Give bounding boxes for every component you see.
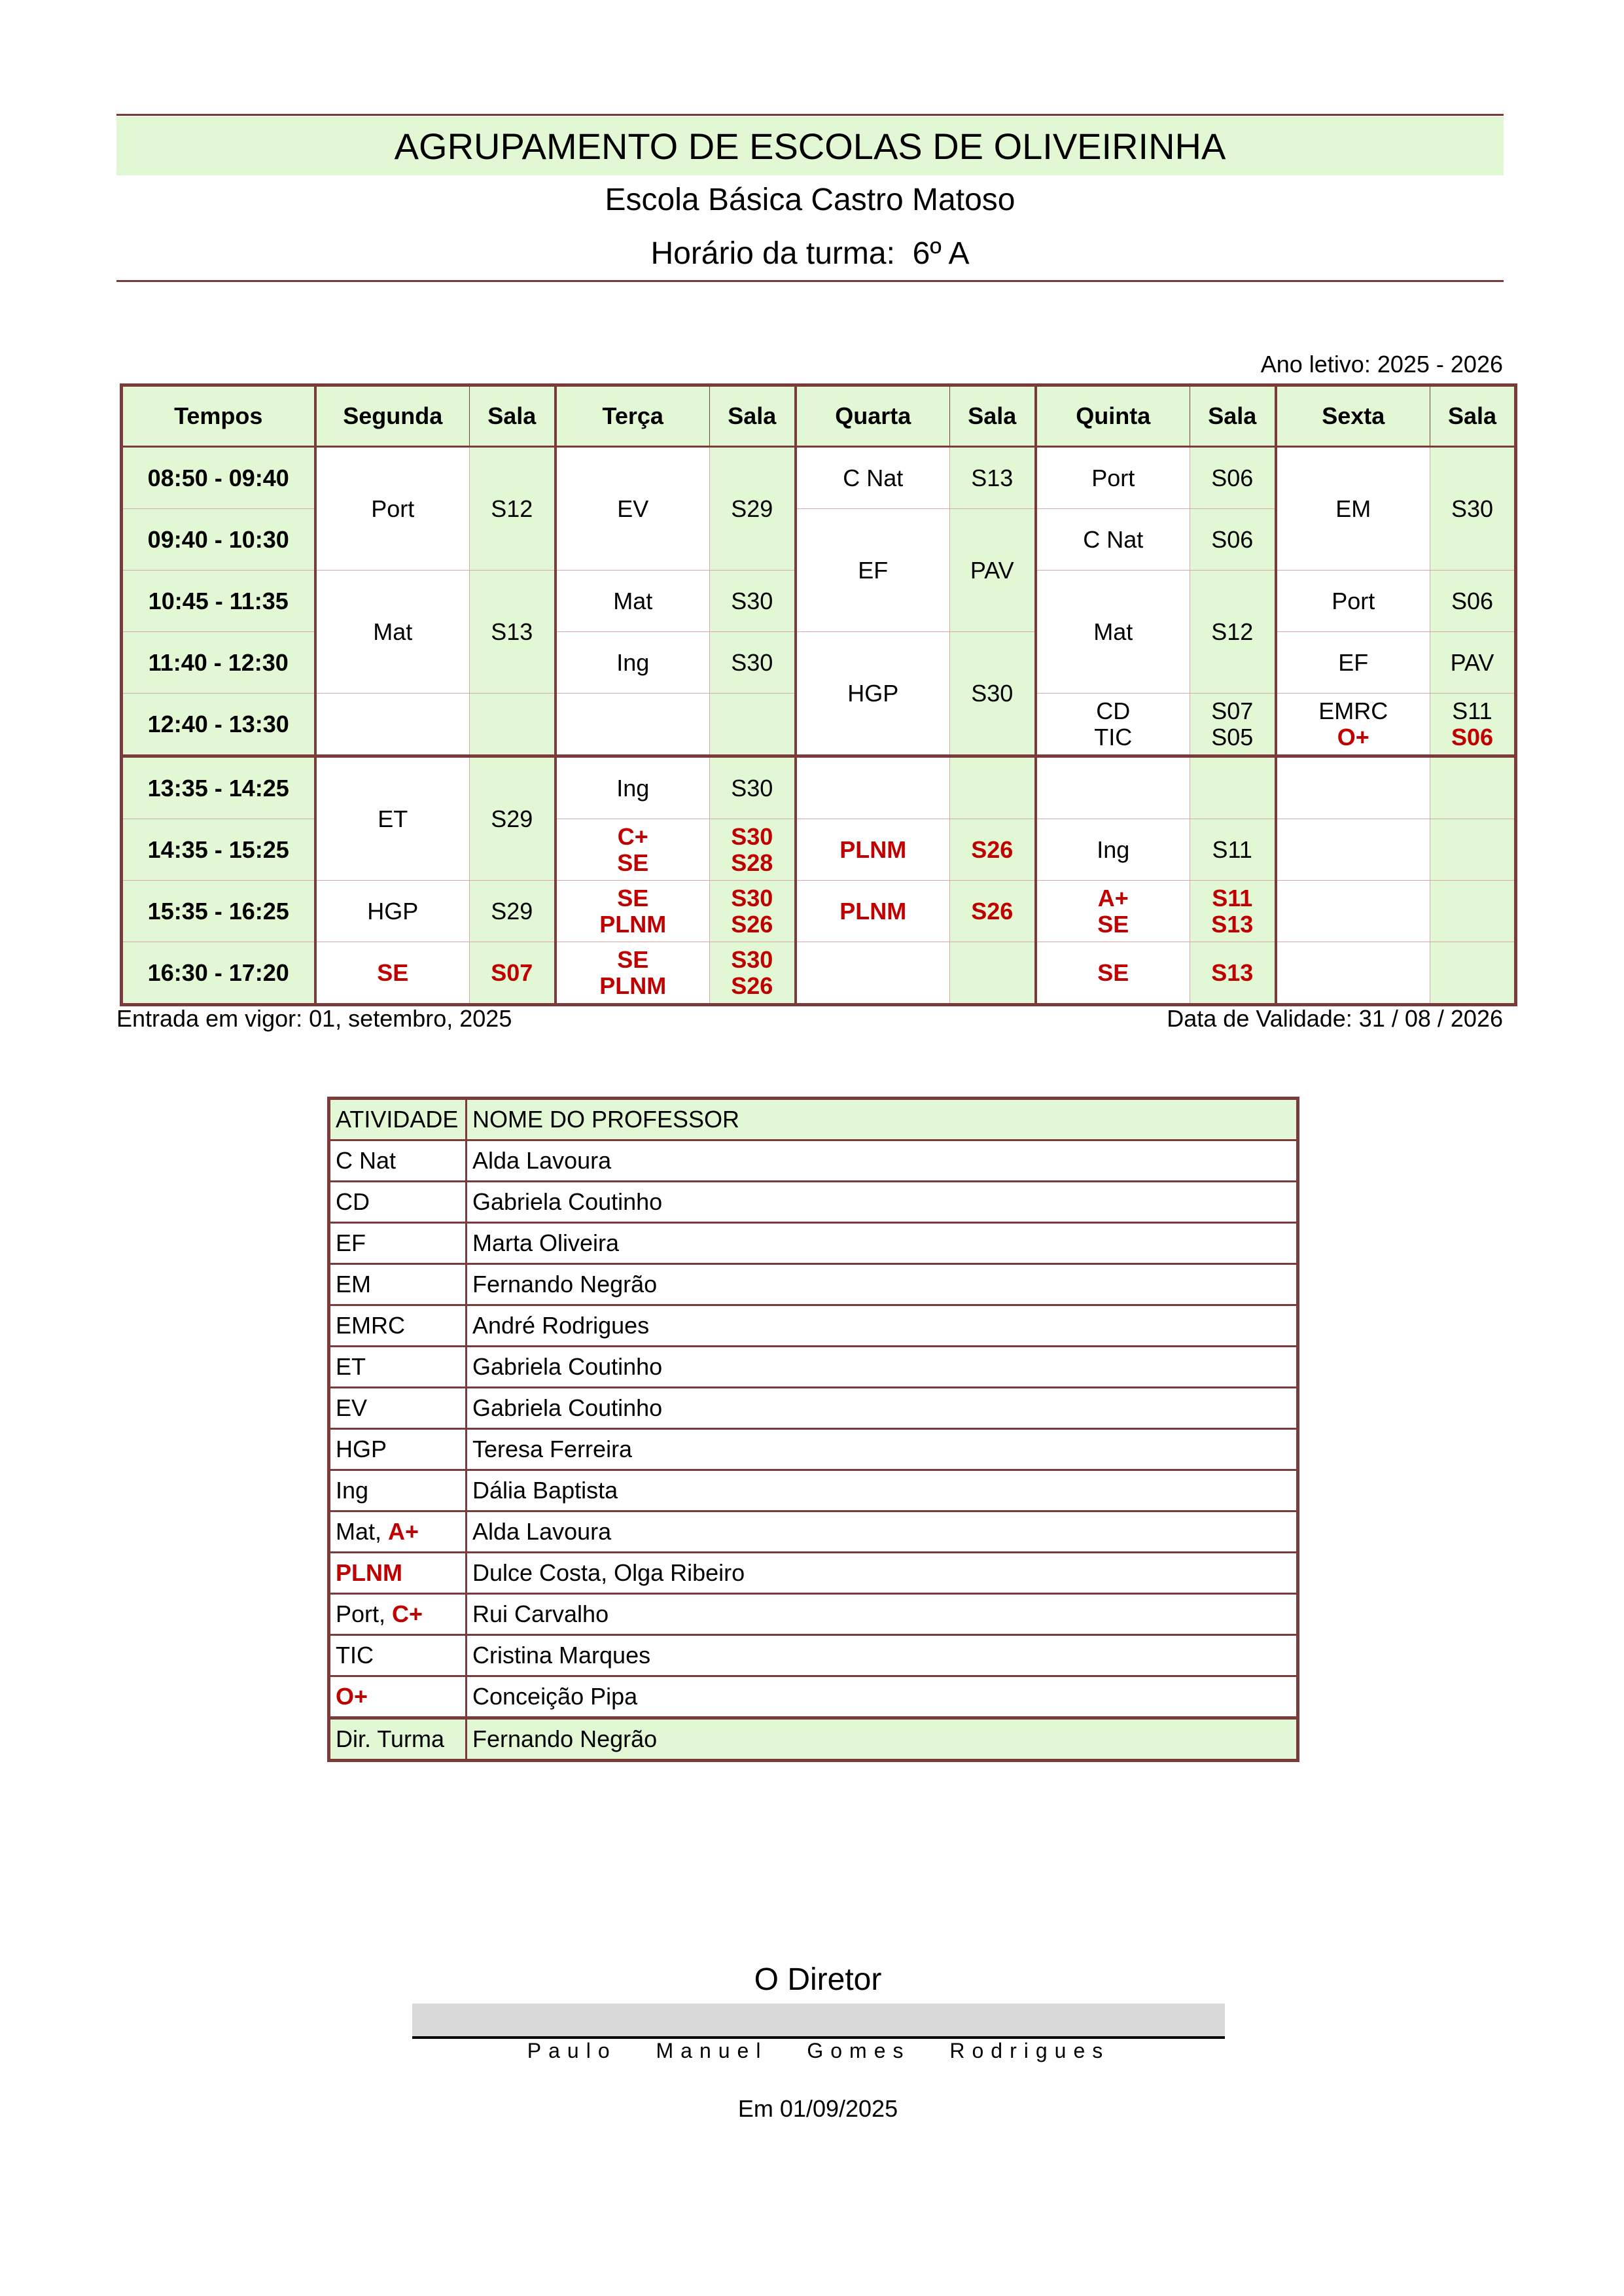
teacher-name-cell: Dália Baptista [467,1470,1298,1511]
subject-cell: HGP [315,881,470,942]
activity-text: EF [336,1229,366,1256]
signature-date: Em 01/09/2025 [737,2095,898,2122]
teacher-row [329,1429,1298,1470]
teacher-row [329,1140,1298,1182]
schedule-row [122,756,1516,819]
activity-cell [329,1223,467,1264]
activity-highlight: PLNM [336,1559,402,1586]
class-director-row [329,1718,1298,1761]
room-line: S26 [731,910,773,938]
empty-cell [950,942,1036,1005]
subject-cell [1036,694,1190,756]
teacher-row [329,1594,1298,1635]
subject-cell: SE [315,942,470,1005]
teacher-row [329,1470,1298,1511]
subject-cell: EM [1276,447,1430,571]
schedule-row [122,447,1516,509]
empty-cell [1430,881,1516,942]
header-sala: Sala [1430,385,1516,447]
header-quarta: Quarta [796,385,950,447]
subject-cell [556,942,710,1005]
header-activity: ATIVIDADE [329,1099,467,1140]
teacher-name-cell: Gabriela Coutinho [467,1388,1298,1429]
class-label: Horário da turma: [650,236,895,271]
header-top-rule [116,114,1504,116]
time-slot: 14:35 - 15:25 [122,819,315,881]
teacher-name-cell: Fernando Negrão [467,1264,1298,1305]
teacher-name-cell: Conceição Pipa [467,1676,1298,1718]
subject-cell: Port [315,447,470,571]
empty-cell [470,694,556,756]
room-cell [1430,694,1516,756]
room-line: S07 [1211,697,1254,724]
class-name: 6º A [912,236,970,271]
activity-cell [329,1594,467,1635]
subject-line: TIC [1094,723,1133,751]
teachers-header-row [329,1099,1298,1140]
subject-cell: Port [1276,571,1430,632]
room-cell [1190,881,1276,942]
empty-cell [1036,756,1190,819]
validity-end: Data de Validade: 31 / 08 / 2026 [1167,1005,1503,1032]
teacher-row [329,1264,1298,1305]
empty-cell [1276,942,1430,1005]
subject-cell [1036,881,1190,942]
room-cell: S13 [1190,942,1276,1005]
teacher-row [329,1635,1298,1676]
teacher-row [329,1305,1298,1347]
subject-cell: PLNM [796,819,950,881]
time-slot: 09:40 - 10:30 [122,509,315,571]
subject-line: C+ [617,822,648,850]
empty-cell [1276,881,1430,942]
empty-cell [1276,756,1430,819]
empty-cell [796,942,950,1005]
room-line: S30 [731,822,773,850]
room-cell: S06 [1190,447,1276,509]
room-cell: S12 [1190,571,1276,694]
empty-cell [315,694,470,756]
school-year: Ano letivo: 2025 - 2026 [1260,351,1503,378]
room-cell: S26 [950,819,1036,881]
subject-line: SE [617,945,649,973]
room-cell: S26 [950,881,1036,942]
time-slot: 10:45 - 11:35 [122,571,315,632]
room-cell: S30 [710,756,796,819]
time-slot: 12:40 - 13:30 [122,694,315,756]
validity-start: Entrada em vigor: 01, setembro, 2025 [116,1005,512,1032]
activity-text: Mat, [336,1518,389,1545]
room-cell: S06 [1190,509,1276,571]
activity-cell [329,1470,467,1511]
room-cell: PAV [1430,632,1516,694]
time-slot: 08:50 - 09:40 [122,447,315,509]
activity-cell [329,1347,467,1388]
schedule-row [122,942,1516,1005]
room-cell [710,881,796,942]
subject-cell: Mat [556,571,710,632]
activity-highlight: A+ [388,1518,419,1545]
teacher-row [329,1347,1298,1388]
time-slot: 13:35 - 14:25 [122,756,315,819]
teacher-row [329,1553,1298,1594]
room-line: S06 [1451,723,1494,751]
header-teacher: NOME DO PROFESSOR [467,1099,1298,1140]
subject-line: PLNM [599,972,667,999]
activity-cell [329,1182,467,1223]
time-slot: 15:35 - 16:25 [122,881,315,942]
header-sala: Sala [470,385,556,447]
room-cell: S13 [950,447,1036,509]
teacher-name-cell: André Rodrigues [467,1305,1298,1347]
subject-line: SE [617,884,649,911]
school-group-title [116,116,1504,175]
teacher-row [329,1676,1298,1718]
empty-cell [796,756,950,819]
activity-cell [329,1511,467,1553]
class-title [116,236,1504,272]
header-terca: Terça [556,385,710,447]
room-cell: S30 [710,571,796,632]
room-cell: S13 [470,571,556,694]
subject-cell: EF [796,509,950,632]
subject-line: CD [1096,697,1131,724]
room-cell: S29 [470,881,556,942]
schedule-table [120,383,1517,1006]
activity-cell [329,1553,467,1594]
empty-cell [1430,819,1516,881]
header-bottom-rule [116,280,1504,282]
activity-text: TIC [336,1642,374,1669]
header-sala: Sala [1190,385,1276,447]
header-segunda: Segunda [315,385,470,447]
signature-title: O Diretor [754,1962,882,1997]
director-label: Dir. Turma [329,1718,467,1761]
activity-cell [329,1388,467,1429]
subject-cell: C Nat [796,447,950,509]
subject-cell [1276,694,1430,756]
teacher-name-cell: Rui Carvalho [467,1594,1298,1635]
room-cell: S30 [710,632,796,694]
teacher-name-cell: Teresa Ferreira [467,1429,1298,1470]
director-name: Fernando Negrão [467,1718,1298,1761]
room-cell [1190,694,1276,756]
activity-cell [329,1676,467,1718]
empty-cell [1430,942,1516,1005]
subject-cell: EF [1276,632,1430,694]
room-line: S13 [1211,910,1254,938]
teacher-row [329,1182,1298,1223]
activity-text: Port, [336,1600,393,1627]
subject-line: PLNM [599,910,667,938]
subject-cell: PLNM [796,881,950,942]
time-slot: 16:30 - 17:20 [122,942,315,1005]
subject-cell: ET [315,756,470,881]
teacher-name-cell: Marta Oliveira [467,1223,1298,1264]
room-line: S11 [1212,884,1253,911]
activity-cell [329,1305,467,1347]
teacher-name-cell: Alda Lavoura [467,1511,1298,1553]
subject-line: EMRC [1318,697,1388,724]
room-cell: S29 [710,447,796,571]
subject-cell: Ing [556,756,710,819]
room-cell: S11 [1190,819,1276,881]
subject-line: SE [1097,910,1129,938]
subject-cell: C Nat [1036,509,1190,571]
subject-line: A+ [1097,884,1129,911]
empty-cell [950,756,1036,819]
subject-cell: Port [1036,447,1190,509]
activity-cell [329,1140,467,1182]
room-line: S26 [731,972,773,999]
subject-cell: Mat [315,571,470,694]
time-slot: 11:40 - 12:30 [122,632,315,694]
room-cell [710,819,796,881]
room-cell: S07 [470,942,556,1005]
activity-text: EV [336,1394,368,1421]
school-group-text: AGRUPAMENTO DE ESCOLAS DE OLIVEIRINHA [394,125,1226,167]
activity-cell [329,1429,467,1470]
subject-cell: SE [1036,942,1190,1005]
subject-cell: Ing [1036,819,1190,881]
subject-cell: EV [556,447,710,571]
teachers-body [329,1140,1298,1718]
header-quinta: Quinta [1036,385,1190,447]
teacher-name-cell: Dulce Costa, Olga Ribeiro [467,1553,1298,1594]
teacher-name-cell: Alda Lavoura [467,1140,1298,1182]
activity-text: ET [336,1353,366,1380]
room-cell: S30 [1430,447,1516,571]
subject-line: SE [617,849,649,876]
activity-text: Ing [336,1477,369,1504]
subject-line: O+ [1337,723,1369,751]
teacher-row [329,1223,1298,1264]
activity-cell [329,1264,467,1305]
schedule-header-row [122,385,1516,447]
teacher-name-cell: Cristina Marques [467,1635,1298,1676]
room-cell: S06 [1430,571,1516,632]
room-line: S11 [1452,697,1492,724]
room-cell [710,942,796,1005]
room-line: S05 [1211,723,1254,751]
subject-cell [556,819,710,881]
empty-cell [1276,819,1430,881]
room-line: S28 [731,849,773,876]
director-signature-name: Paulo Manuel Gomes Rodrigues [527,2039,1110,2062]
header-sexta: Sexta [1276,385,1430,447]
activity-text: C Nat [336,1147,397,1174]
subject-cell: HGP [796,632,950,756]
subject-cell: Ing [556,632,710,694]
activity-text: HGP [336,1436,387,1462]
room-cell: PAV [950,509,1036,632]
schedule-row [122,881,1516,942]
room-cell: S12 [470,447,556,571]
header-sala: Sala [950,385,1036,447]
signature-line [412,2004,1225,2039]
header-tempos: Tempos [122,385,315,447]
room-line: S30 [731,884,773,911]
header-sala: Sala [710,385,796,447]
empty-cell [1190,756,1276,819]
teacher-name-cell: Gabriela Coutinho [467,1182,1298,1223]
empty-cell [710,694,796,756]
teacher-row [329,1388,1298,1429]
empty-cell [556,694,710,756]
teacher-row [329,1511,1298,1553]
room-cell: S29 [470,756,556,881]
teachers-table [327,1097,1299,1762]
empty-cell [1430,756,1516,819]
subject-cell: Mat [1036,571,1190,694]
activity-highlight: O+ [336,1683,368,1710]
room-cell: S30 [950,632,1036,756]
teacher-name-cell: Gabriela Coutinho [467,1347,1298,1388]
activity-highlight: C+ [392,1600,423,1627]
activity-cell [329,1635,467,1676]
activity-text: CD [336,1188,370,1215]
activity-text: EM [336,1271,371,1298]
subject-cell [556,881,710,942]
school-name: Escola Básica Castro Matoso [605,183,1015,217]
room-line: S30 [731,945,773,973]
activity-text: EMRC [336,1312,405,1339]
